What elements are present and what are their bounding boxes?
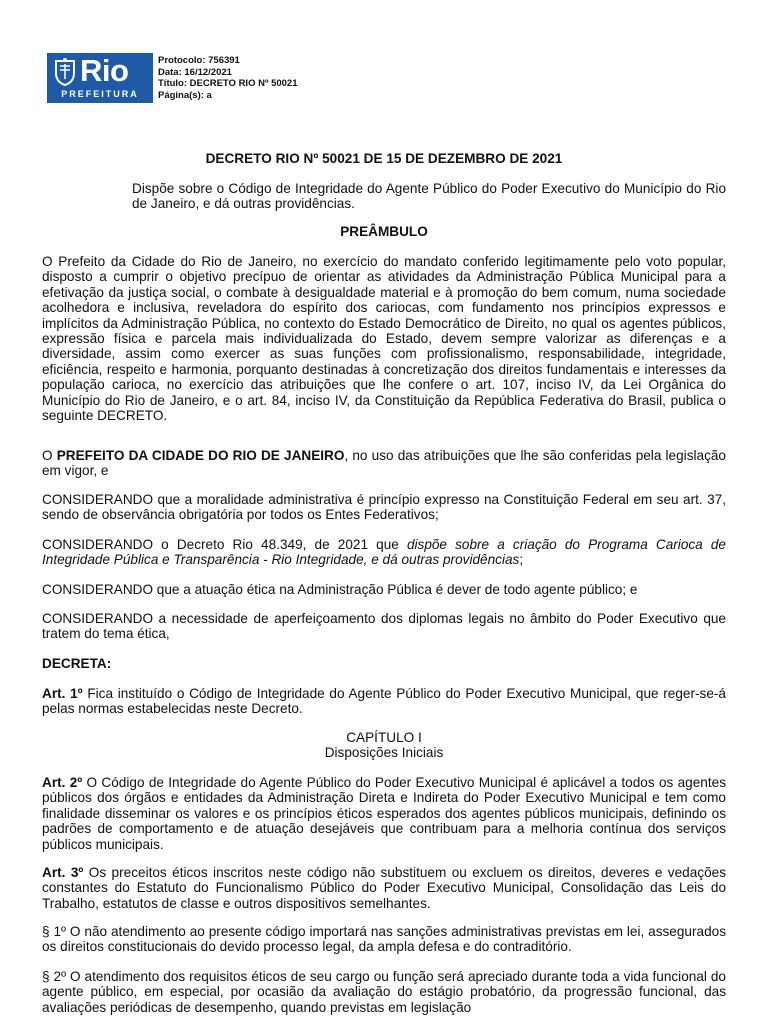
article-3-paragraph-2: § 2º O atendimento dos requisitos éticos de seu cargo ou função será apreciado durante toda a vida funcional do agente público, em especial, por ocasião da avaliação do estágio probatório, da progressão funcional, das avaliações periódicas de desempenho, quando previstas em legislação [42, 969, 726, 1015]
preambulo-heading: PREÂMBULO [340, 224, 428, 239]
prefeitura-rio-logo [47, 53, 153, 103]
decreta-heading: DECRETA: [42, 656, 112, 671]
coat-of-arms-icon [52, 57, 78, 87]
preambulo-paragraph: O Prefeito da Cidade do Rio de Janeiro, no exercício do mandato conferido legitimamente pelo voto popular, disposto a cumprir o objetivo precípuo de orientar as atividades da Administração Pública Municipal para a efetivação da justiça social, o combate à desigualdade material e à promoção do bem comum, numa sociedade acolhedora e inclusiva, reveladora do espírito dos cariocas, com fundamento nos princípios expressos e implícitos da Administração Pública, no contexto do Estado Democrático de Direito, no qual os agentes públicos, expressão física e parcela mais individualizada do Estado, devem sempre valorizar as diferenças e a diversidade, assim como exercer as suas funções com profissionalismo, responsabilidade, integridade, eficiência, respeito e harmonia, porquanto destinadas à concretização dos direitos fundamentais e interesses da população carioca, no exercício das atribuições que lhe confere o art. 107, inciso IV, da Lei Orgânica do Município do Rio de Janeiro, e o art. 84, inciso IV, da Constituição da República Federativa do Brasil, publica o seguinte DECRETO. [42, 254, 726, 424]
logo-subtitle: PREFEITURA [61, 89, 139, 99]
considerando-3: CONSIDERANDO que a atuação ética na Administração Pública é dever de todo agente público; e [42, 582, 638, 597]
chapter-title: CAPÍTULO I [346, 730, 422, 745]
decree-title: DECRETO RIO Nº 50021 DE 15 DE DEZEMBRO DE 2021 [205, 151, 563, 166]
decree-ementa: Dispõe sobre o Código de Integridade do Agente Público do Poder Executivo do Município do Rio de Janeiro, e dá outras providências. [132, 181, 726, 212]
protocol-pages: Página(s): a [158, 89, 212, 101]
considerando-1: CONSIDERANDO que a moralidade administrativa é princípio expresso na Constituição Federal em seu art. 37, sendo de observância obrigatória por todos os Entes Federativos; [42, 492, 726, 523]
considerando-2: CONSIDERANDO o Decreto Rio 48.349, de 2021 que dispõe sobre a criação do Programa Carioca de Integridade Pública e Transparência - Rio Integridade, e dá outras providências; [42, 537, 726, 568]
article-1: Art. 1º Fica instituído o Código de Integridade do Agente Público do Poder Executivo Municipal, que reger-se-á pelas normas estabelecidas neste Decreto. [42, 686, 726, 717]
protocol-title: Título: DECRETO RIO Nº 50021 [158, 78, 298, 89]
article-3-paragraph-1: § 1º O não atendimento ao presente código importará nas sanções administrativas previstas em lei, assegurados os direitos constitucionais do devido processo legal, da ampla defesa e do contraditório. [42, 924, 726, 955]
protocol-number: Protocolo: 756391 [158, 55, 240, 66]
logo-wordmark: Rio [80, 53, 129, 88]
article-2: Art. 2º O Código de Integridade do Agente Público do Poder Executivo Municipal é aplicável a todos os agentes públicos dos órgãos e entidades da Administração Direta e Indireta do Poder Executivo Municipal e tem como finalidade disseminar os valores e os princípios éticos esperados dos agentes públicos municipais, definindo os padrões de comportamento e de atuação desejáveis que contribuam para a melhoria contínua dos serviços públicos municipais. [42, 775, 726, 852]
prefeito-paragraph: O PREFEITO DA CIDADE DO RIO DE JANEIRO, no uso das atribuições que lhe são conferidas pela legislação em vigor, e [42, 448, 726, 479]
protocol-date: Data: 16/12/2021 [158, 66, 232, 78]
article-3: Art. 3º Os preceitos éticos inscritos neste código não substituem ou excluem os direitos, deveres e vedações constantes do Estatuto do Funcionalismo Público do Poder Executivo Municipal, Consolidação das Leis do Trabalho, estatutos de classe e outros dispositivos semelhantes. [42, 865, 727, 911]
considerando-4: CONSIDERANDO a necessidade de aperfeiçoamento dos diplomas legais no âmbito do Poder Executivo que tratem do tema ética, [42, 611, 726, 642]
chapter-subtitle: Disposições Iniciais [324, 745, 444, 760]
protocol-info [158, 55, 298, 101]
